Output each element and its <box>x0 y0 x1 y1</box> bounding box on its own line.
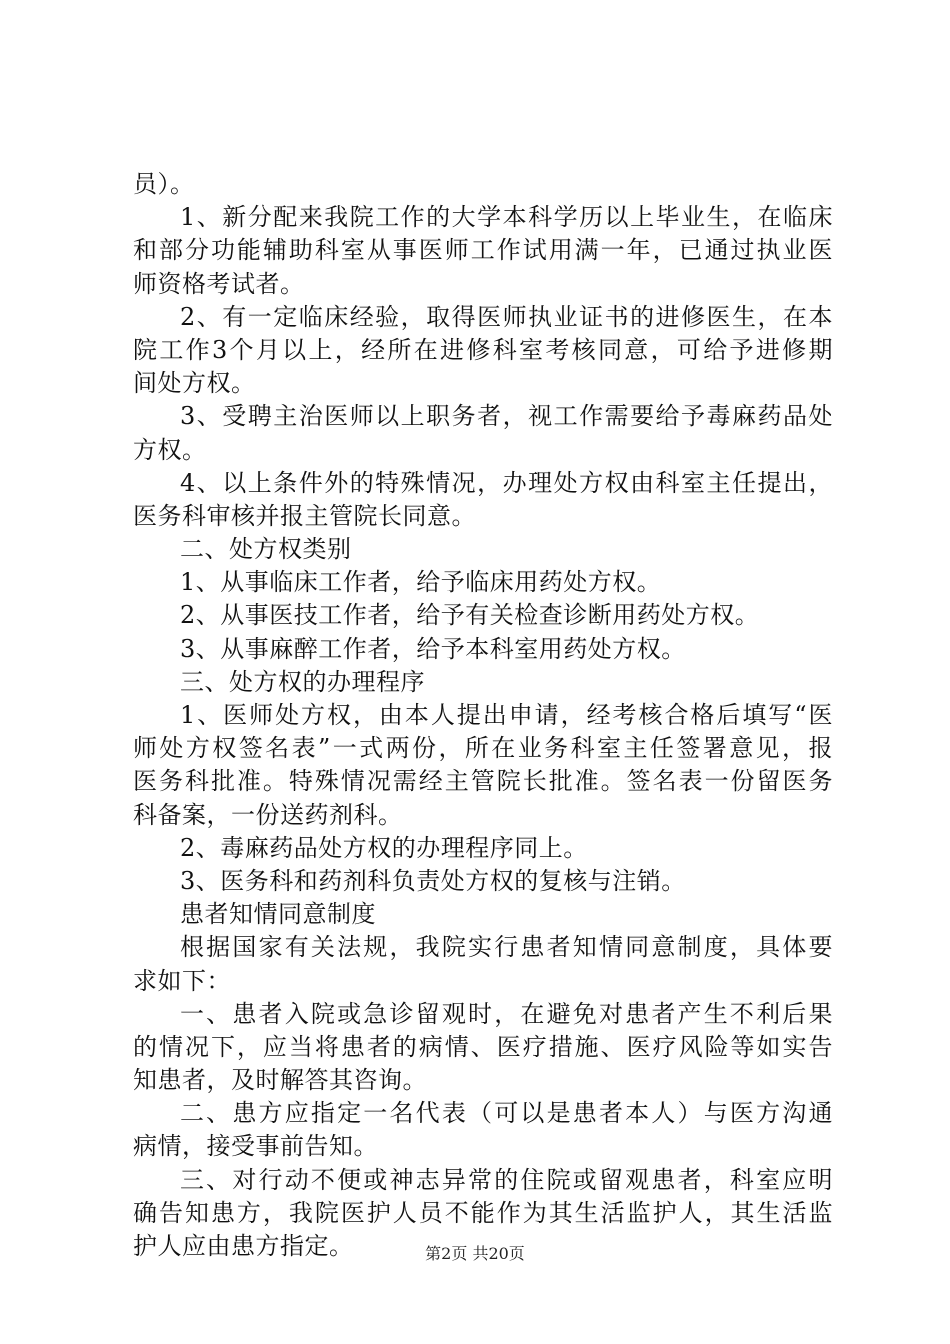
text-line: 根据国家有关法规，我院实行患者知情同意制度，具体要 <box>180 933 833 962</box>
text-line: 方权。 <box>133 435 207 464</box>
text-line: 医务科审核并报主管院长同意。 <box>133 501 476 530</box>
text-line: 院工作3个月以上，经所在进修科室考核同意，可给予进修期 <box>133 335 833 364</box>
text-line: 三、对行动不便或神志异常的住院或留观患者，科室应明 <box>180 1165 833 1194</box>
text-line: 知患者，及时解答其咨询。 <box>133 1066 427 1095</box>
page-footer: 第2页 共20页 <box>425 1244 525 1263</box>
text-line: 3、从事麻醉工作者，给予本科室用药处方权。 <box>180 634 686 663</box>
text-line: 患者知情同意制度 <box>180 900 376 929</box>
text-line: 2、毒麻药品处方权的办理程序同上。 <box>180 833 588 862</box>
text-line: 间处方权。 <box>133 369 256 398</box>
text-line: 三、处方权的办理程序 <box>180 667 425 696</box>
text-line: 确告知患方，我院医护人员不能作为其生活监护人，其生活监 <box>133 1198 833 1227</box>
text-line: 求如下： <box>133 966 231 995</box>
document-body <box>133 168 833 1263</box>
text-line: 1、医师处方权，由本人提出申请，经考核合格后填写“医 <box>180 701 833 729</box>
text-line: 1、新分配来我院工作的大学本科学历以上毕业生，在临床 <box>180 203 833 232</box>
text-line: 1、从事临床工作者，给予临床用药处方权。 <box>180 568 662 597</box>
text-line: 和部分功能辅助科室从事医师工作试用满一年，已通过执业医 <box>133 236 833 265</box>
text-line: 员）。 <box>133 170 195 198</box>
text-line: 二、患方应指定一名代表（可以是患者本人）与医方沟通 <box>180 1099 833 1128</box>
text-line: 医务科批准。特殊情况需经主管院长批准。签名表一份留医务 <box>133 767 833 796</box>
text-line: 病情，接受事前告知。 <box>133 1132 378 1161</box>
text-line: 师资格考试者。 <box>133 269 305 298</box>
text-line: 4、以上条件外的特殊情况，办理处方权由科室主任提出， <box>180 468 833 497</box>
text-line: 2、有一定临床经验，取得医师执业证书的进修医生，在本 <box>180 302 833 331</box>
text-line: 师处方权签名表”一式两份，所在业务科室主任签署意见，报 <box>133 734 833 763</box>
text-line: 一、患者入院或急诊留观时，在避免对患者产生不利后果 <box>180 999 833 1028</box>
text-line: 护人应由患方指定。 <box>133 1232 354 1260</box>
text-line: 3、受聘主治医师以上职务者，视工作需要给予毒麻药品处 <box>180 402 833 431</box>
text-line: 3、医务科和药剂科负责处方权的复核与注销。 <box>180 866 686 895</box>
text-line: 的情况下，应当将患者的病情、医疗措施、医疗风险等如实告 <box>133 1032 833 1061</box>
text-line: 2、从事医技工作者，给予有关检查诊断用药处方权。 <box>180 601 760 630</box>
text-line: 二、处方权类别 <box>180 535 352 564</box>
text-line: 科备案，一份送药剂科。 <box>133 800 403 829</box>
